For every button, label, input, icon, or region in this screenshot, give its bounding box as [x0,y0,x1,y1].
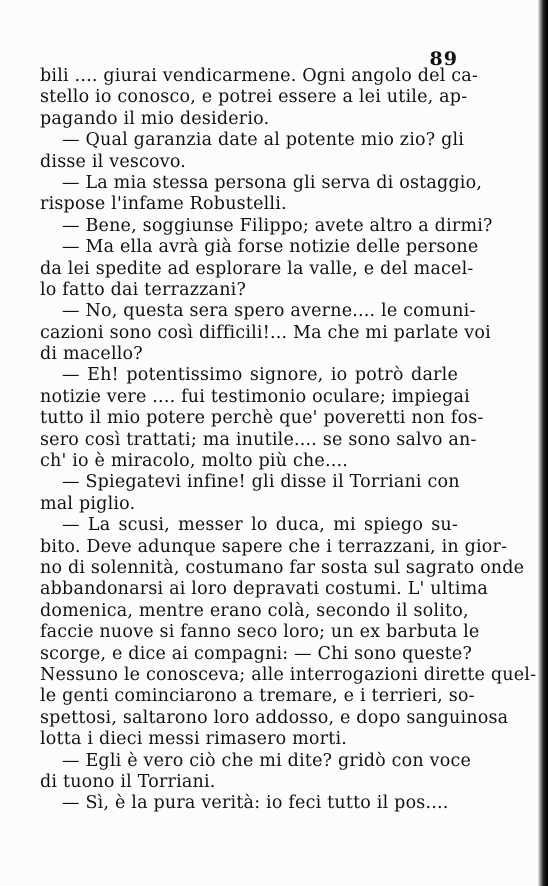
text-line: no di solennità, costumano far sosta sul sagrato onde [40,557,525,578]
text-line: — Spiegatevi infine! gli disse il Torriani con [62,472,460,493]
text-line: — La mia stessa persona gli serva di ostaggio, [62,172,483,193]
text-line: domenica, mentre erano colà, secondo il solito, [40,600,469,621]
text-line: notizie vere .... fui testimonio oculare; impiegai [40,386,470,407]
text-line: di macello? [40,344,143,365]
page-number: 89 [429,48,458,70]
text-line: ch' io è miracolo, molto più che.... [40,451,349,472]
text-line: — Qual garanzia date al potente mio zio? gli [62,130,465,151]
text-line: spettosi, saltarono loro addosso, e dopo sanguinosa [40,707,509,728]
text-line: disse il vescovo. [40,151,187,172]
text-line: mal piglio. [40,493,136,514]
text-line: rispose l'infame Robustelli. [40,194,287,215]
text-line: — La scusi, messer lo duca, mi spiego su- [62,515,458,536]
text-line: bili .... giurai vendicarmene. Ogni angolo del ca- [40,66,478,86]
text-line: — Eh! potentissimo signore, io potrò darle [62,365,458,386]
text-line: — Egli è vero ciò che mi dite? gridò con voce [62,750,472,771]
text-line: lotta i dieci messi rimasero morti. [40,729,348,750]
text-line: lo fatto dai terrazzani? [40,279,247,300]
text-line: sero così trattati; ma inutile.... se sono salvo an- [40,429,477,450]
text-line: da lei spedite ad esplorare la valle, e del macel- [40,258,474,279]
text-line: — Ma ella avrà già forse notizie delle persone [62,237,479,258]
text-line: — Bene, soggiunse Filippo; avete altro a dirmi? [62,215,493,236]
page-edge-shadow [538,0,548,886]
text-line: Nessuno le conosceva; alle interrogazioni dirette quel- [40,664,537,685]
text-line: bito. Deve adunque sapere che i terrazzani, in gior- [40,536,508,557]
text-line: scorge, e dice ai compagni: — Chi sono queste? [40,643,473,664]
text-line: cazioni sono così difficili!... Ma che mi parlate voi [40,322,491,343]
text-line: stello io conosco, e potrei essere a lei utile, ap- [40,87,468,108]
text-line: di tuono il Torriani. [40,771,216,792]
text-line: le genti cominciarono a tremare, e i terrieri, so- [40,686,475,707]
text-line: — Sì, è la pura verità: io feci tutto il pos.... [62,793,449,814]
text-line: faccie nuove si fanno seco loro; un ex barbuta le [40,622,480,643]
body-text [40,66,537,815]
text-line: — No, questa sera spero averne.... le comuni- [62,301,476,322]
text-line: pagando il mio desiderio. [40,108,270,129]
text-line: tutto il mio potere perchè que' poveretti non fos- [40,408,484,429]
text-line: abbandonarsi ai loro depravati costumi. L' ultima [40,579,489,600]
